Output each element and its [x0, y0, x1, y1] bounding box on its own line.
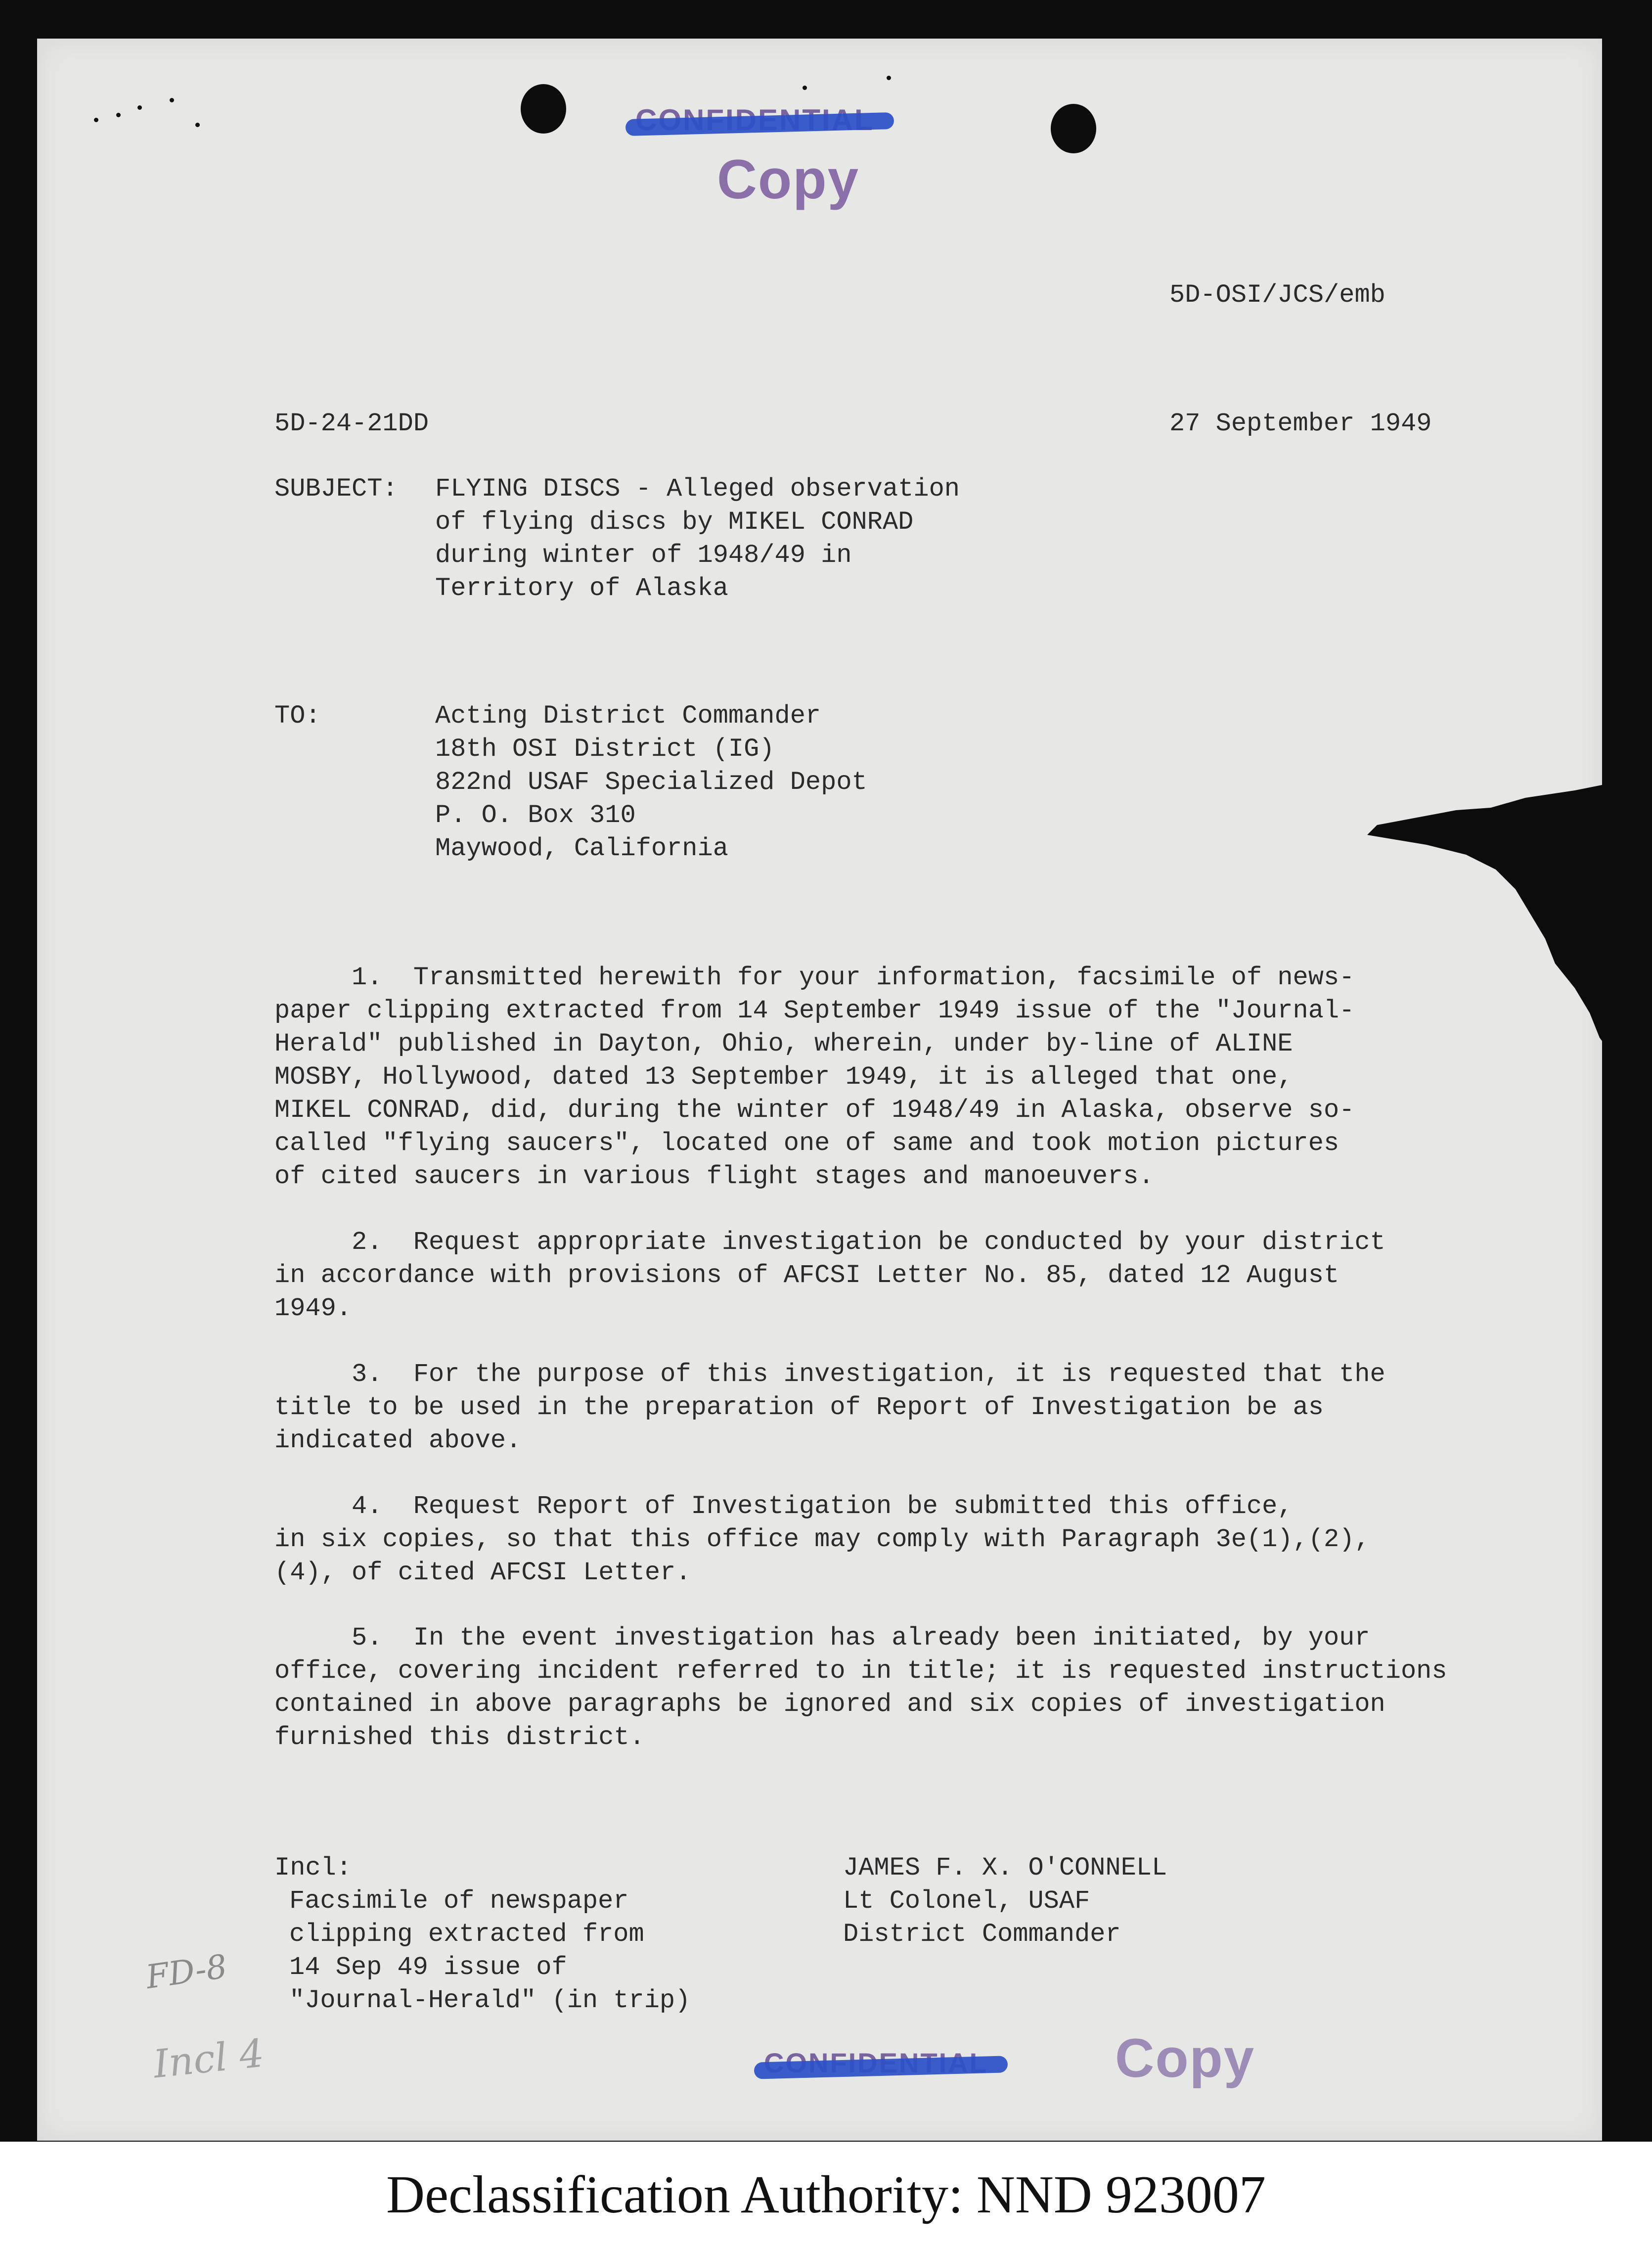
speck	[803, 86, 807, 90]
declassification-caption: Declassification Authority: NND 923007	[386, 2165, 1266, 2224]
handwritten-file-mark: FD-8	[143, 1947, 229, 1997]
punch-hole-left	[521, 84, 566, 134]
address-line: Acting District Commander	[435, 701, 821, 731]
speck	[137, 105, 142, 110]
address-line: 822nd USAF Specialized Depot	[435, 768, 867, 797]
enclosure-line: "Journal-Herald" (in trip)	[289, 1986, 691, 2015]
address-line: 18th OSI District (IG)	[435, 734, 775, 764]
subject-label: SUBJECT:	[274, 474, 398, 504]
enclosure-line: 14 Sep 49 issue of	[289, 1953, 567, 1982]
speck	[195, 123, 200, 127]
body-line: of cited saucers in various flight stages and manoeuvers.	[274, 1162, 1154, 1191]
copy-stamp-top: Copy	[717, 148, 859, 210]
body-line: paper clipping extracted from 14 September 1949 issue of the "Journal-	[274, 996, 1355, 1025]
punch-hole-right	[1051, 104, 1096, 153]
torn-edge	[1367, 771, 1644, 1077]
subject-line: during winter of 1948/49 in	[435, 541, 852, 570]
subject-line: FLYING DISCS - Alleged observation	[435, 474, 960, 504]
bottom-stamp	[764, 2047, 988, 2079]
body-line: in six copies, so that this office may comply with Paragraph 3e(1),(2),	[274, 1525, 1370, 1554]
body-line: called "flying saucers", located one of same and took motion pictures	[274, 1129, 1339, 1158]
body-line: title to be used in the preparation of Report of Investigation be as	[274, 1393, 1324, 1422]
address-line: Maywood, California	[435, 834, 728, 863]
document-page	[37, 39, 1602, 2141]
signature-line: JAMES F. X. O'CONNELL	[843, 1853, 1167, 1882]
body-line: 5. In the event investigation has already been initiated, by your	[274, 1623, 1370, 1652]
body-line: MOSBY, Hollywood, dated 13 September 1949, it is alleged that one,	[274, 1062, 1293, 1092]
to-label: TO:	[274, 701, 321, 731]
body-line: 3. For the purpose of this investigation, it is requested that the	[274, 1360, 1385, 1389]
confidential-struck-bottom	[764, 2047, 988, 2079]
top-stamp	[635, 103, 874, 137]
office-symbol: 5D-OSI/JCS/emb	[1169, 280, 1385, 310]
confidential-struck-top	[635, 103, 874, 137]
body-line: office, covering incident referred to in title; it is requested instructions	[274, 1656, 1447, 1686]
body-line: 4. Request Report of Investigation be submitted this office,	[274, 1492, 1293, 1521]
body-line: 2. Request appropriate investigation be conducted by your district	[274, 1228, 1385, 1257]
signature-line: District Commander	[843, 1920, 1121, 1949]
enclosure-line: Facsimile of newspaper	[289, 1886, 629, 1916]
enclosure-label: Incl:	[274, 1853, 352, 1882]
subject-line: of flying discs by MIKEL CONRAD	[435, 507, 914, 537]
document-date: 27 September 1949	[1169, 409, 1432, 438]
subject-line: Territory of Alaska	[435, 574, 728, 603]
speck	[94, 118, 98, 122]
file-number: 5D-24-21DD	[274, 409, 429, 438]
body-line: contained in above paragraphs be ignored and six copies of investigation	[274, 1690, 1385, 1719]
body-line: (4), of cited AFCSI Letter.	[274, 1558, 691, 1587]
speck	[887, 76, 891, 80]
body-line: 1. Transmitted herewith for your information, facsimile of news-	[274, 963, 1355, 992]
body-line: in accordance with provisions of AFCSI Letter No. 85, dated 12 August	[274, 1261, 1339, 1290]
copy-stamp-bottom: Copy	[1115, 2028, 1255, 2089]
speck	[116, 113, 121, 117]
enclosure-line: clipping extracted from	[289, 1920, 644, 1949]
signature-line: Lt Colonel, USAF	[843, 1886, 1090, 1916]
body-line: indicated above.	[274, 1426, 522, 1455]
address-line: P. O. Box 310	[435, 801, 636, 830]
speck	[170, 98, 174, 102]
body-line: MIKEL CONRAD, did, during the winter of 1948/49 in Alaska, observe so-	[274, 1096, 1355, 1125]
handwritten-incl-mark: Incl 4	[151, 2031, 267, 2087]
body-line: furnished this district.	[274, 1723, 645, 1752]
body-line: 1949.	[274, 1294, 352, 1323]
body-line: Herald" published in Dayton, Ohio, wherein, under by-line of ALINE	[274, 1029, 1293, 1058]
